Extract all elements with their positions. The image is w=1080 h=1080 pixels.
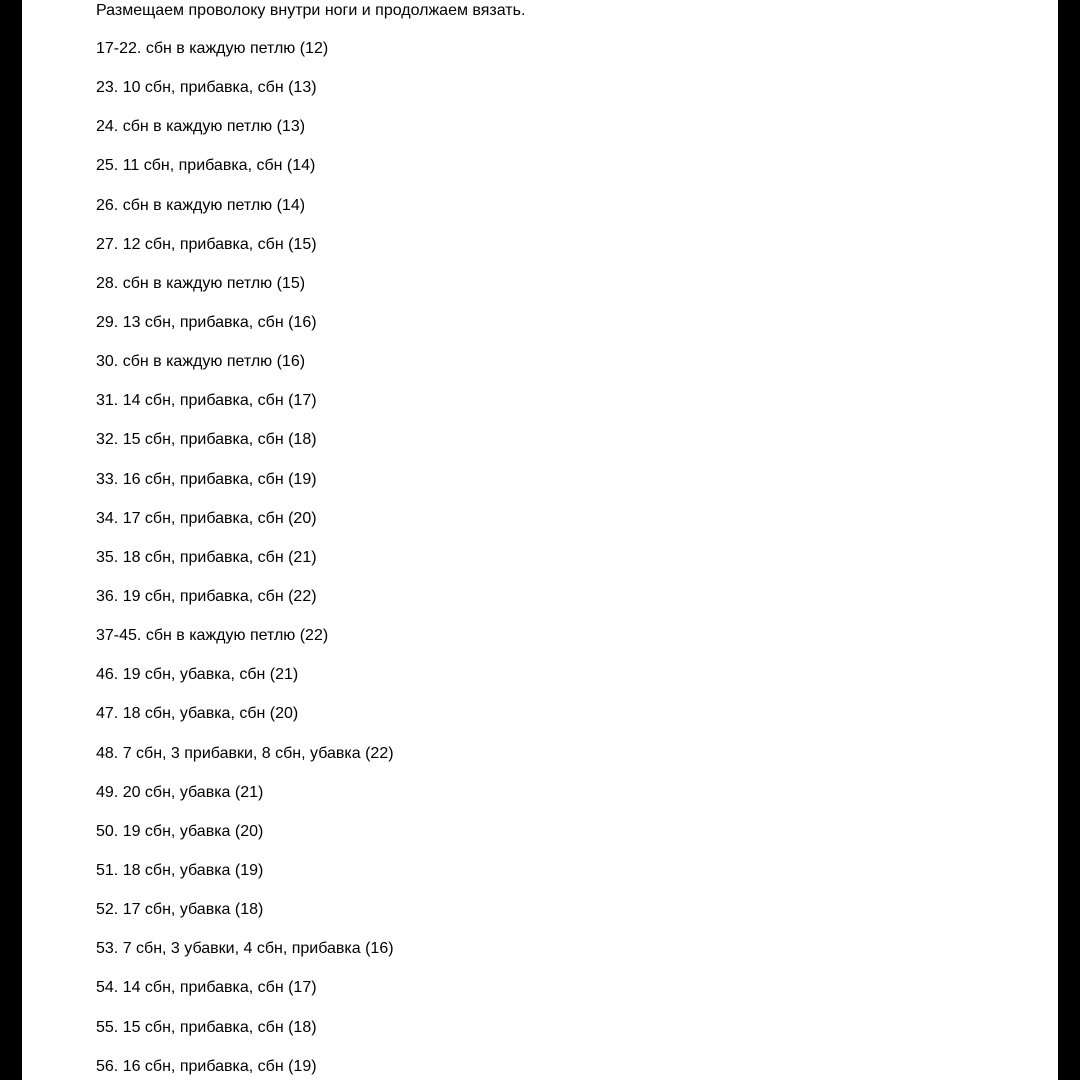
pattern-row: 29. 13 сбн, прибавка, сбн (16): [96, 313, 317, 331]
pattern-row: 33. 16 сбн, прибавка, сбн (19): [96, 470, 317, 488]
pattern-row: 28. сбн в каждую петлю (15): [96, 274, 306, 292]
pattern-row: 31. 14 сбн, прибавка, сбн (17): [96, 392, 317, 410]
pattern-row: 35. 18 сбн, прибавка, сбн (21): [96, 548, 317, 566]
pattern-row-list: [96, 38, 1036, 1080]
pattern-row: 34. 17 сбн, прибавка, сбн (20): [96, 509, 317, 527]
pattern-row: 47. 18 сбн, убавка, сбн (20): [96, 705, 299, 723]
pattern-row: 53. 7 сбн, 3 убавки, 4 сбн, прибавка (16): [96, 940, 394, 958]
pattern-row: 51. 18 сбн, убавка (19): [96, 861, 264, 879]
pattern-row: 30. сбн в каждую петлю (16): [96, 353, 306, 371]
document-page: [22, 0, 1058, 1080]
pattern-row: 37-45. сбн в каждую петлю (22): [96, 627, 329, 645]
pattern-text: [96, 0, 1036, 1080]
pattern-row: 54. 14 сбн, прибавка, сбн (17): [96, 979, 317, 997]
pattern-row: 55. 15 сбн, прибавка, сбн (18): [96, 1018, 317, 1036]
pattern-row: 26. сбн в каждую петлю (14): [96, 196, 306, 214]
pattern-row: 48. 7 сбн, 3 прибавки, 8 сбн, убавка (22): [96, 744, 394, 762]
pattern-row: 49. 20 сбн, убавка (21): [96, 783, 264, 801]
pattern-row: 36. 19 сбн, прибавка, сбн (22): [96, 587, 317, 605]
pattern-row: 50. 19 сбн, убавка (20): [96, 822, 264, 840]
pattern-row: 52. 17 сбн, убавка (18): [96, 901, 264, 919]
pattern-row: 17-22. сбн в каждую петлю (12): [96, 40, 329, 57]
pattern-row: 56. 16 сбн, прибавка, сбн (19): [96, 1057, 317, 1075]
intro-paragraph: Размещаем проволоку внутри ноги и продолжаем вязать.: [96, 2, 526, 19]
pattern-row: 27. 12 сбн, прибавка, сбн (15): [96, 235, 317, 253]
pattern-row: 24. сбн в каждую петлю (13): [96, 118, 306, 136]
pattern-row: 25. 11 сбн, прибавка, сбн (14): [96, 157, 316, 175]
pattern-row: 32. 15 сбн, прибавка, сбн (18): [96, 431, 317, 449]
pattern-row: 23. 10 сбн, прибавка, сбн (13): [96, 79, 317, 97]
pattern-row: 46. 19 сбн, убавка, сбн (21): [96, 666, 299, 684]
